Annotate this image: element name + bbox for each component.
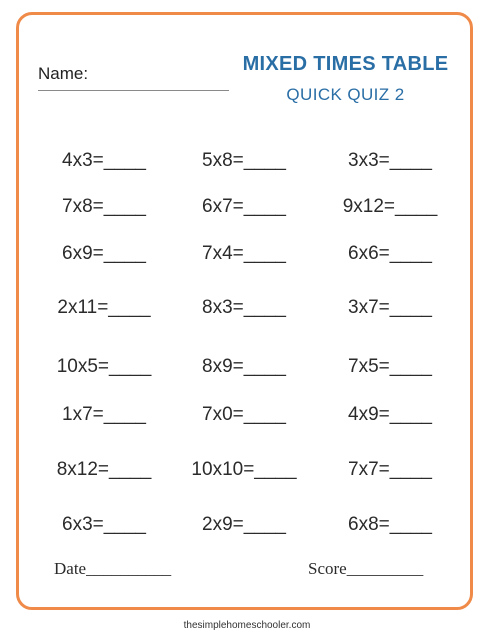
worksheet-subtitle: QUICK QUIZ 2: [286, 85, 405, 104]
problem-r1-c3: 3x3=____: [348, 150, 432, 171]
problem-r8-c1: 6x3=____: [62, 514, 146, 535]
problem-r5-c3: 7x5=____: [348, 356, 432, 377]
website-footer: thesimplehomeschooler.com: [183, 620, 311, 631]
problem-r6-c3: 4x9=____: [348, 404, 432, 425]
problem-r3-c2: 7x4=____: [202, 243, 286, 264]
problem-r6-c2: 7x0=____: [202, 404, 286, 425]
name-label: Name:: [38, 64, 89, 83]
name-line: [38, 90, 229, 91]
problem-r8-c3: 6x8=____: [348, 514, 432, 535]
problem-r8-c2: 2x9=____: [202, 514, 286, 535]
problem-r3-c3: 6x6=____: [348, 243, 432, 264]
problem-r6-c1: 1x7=____: [62, 404, 146, 425]
problem-r4-c3: 3x7=____: [348, 297, 432, 318]
problem-r4-c2: 8x3=____: [202, 297, 286, 318]
problem-r2-c1: 7x8=____: [62, 196, 146, 217]
problem-r1-c2: 5x8=____: [202, 150, 286, 171]
problem-r2-c2: 6x7=____: [202, 196, 286, 217]
date-field: Date__________: [54, 559, 172, 578]
problem-r3-c1: 6x9=____: [62, 243, 146, 264]
problem-r1-c1: 4x3=____: [62, 150, 146, 171]
problem-r2-c3: 9x12=____: [342, 196, 438, 217]
worksheet-title: MIXED TIMES TABLE: [242, 53, 449, 75]
problem-r7-c1: 8x12=____: [56, 459, 152, 480]
problem-r4-c1: 2x11=____: [57, 297, 151, 318]
problem-r7-c2: 10x10=____: [191, 459, 297, 480]
score-field: Score_________: [308, 559, 424, 578]
problem-r5-c1: 10x5=____: [56, 356, 152, 377]
problem-r7-c3: 7x7=____: [348, 459, 432, 480]
problem-r5-c2: 8x9=____: [202, 356, 286, 377]
